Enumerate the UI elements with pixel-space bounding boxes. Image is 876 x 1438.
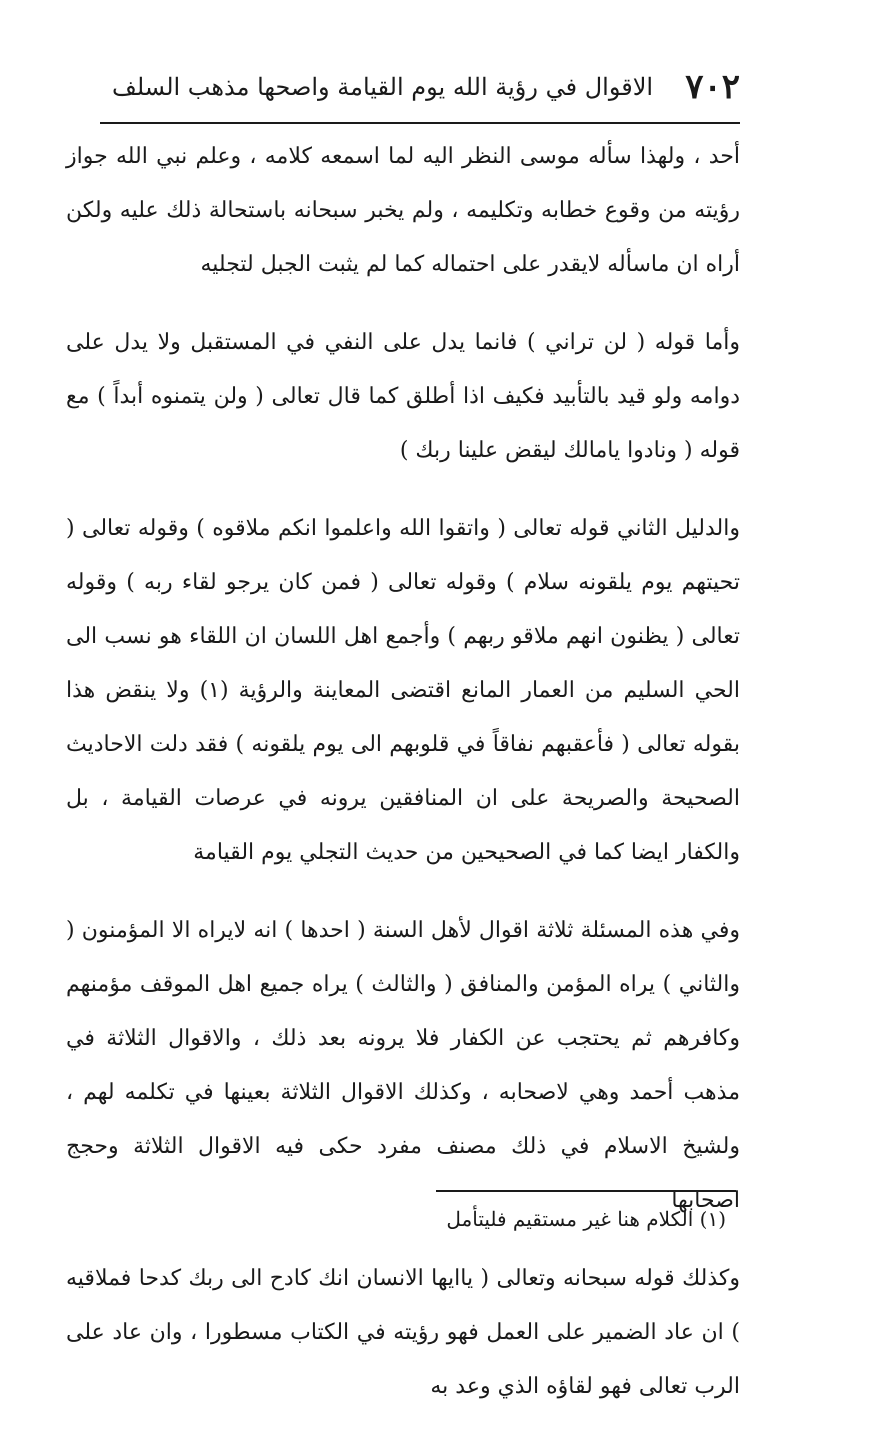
main-text [66, 130, 740, 1438]
page-header [112, 62, 740, 112]
page-number: ٧٠٢ [685, 67, 740, 107]
paragraph: وكذلك قوله سبحانه وتعالى ( ياايها الانسان انك كادح الى ربك كدحا فملاقيه ) ان عاد الضمير على العمل فهو رؤيته في الكتاب مسطورا ، وان عاد على الرب تعالى فهو لقاؤه الذي وعد به [66, 1266, 740, 1399]
paragraph: وأما قوله ( لن تراني ) فانما يدل على النفي في المستقبل ولا يدل على دوامه ولو قيد بالتأبيد فكيف اذا أطلق كما قال تعالى ( ولن يتمنوه أبداً ) مع قوله ( ونادوا يامالك ليقض علينا ربك ) [66, 330, 740, 463]
footnote-rule [436, 1190, 736, 1192]
running-title: الاقوال في رؤية الله يوم القيامة واصحها مذهب السلف [112, 73, 654, 101]
paragraph: والدليل الثاني قوله تعالى ( واتقوا الله واعلموا انكم ملاقوه ) وقوله تعالى ( تحيتهم يوم يلقونه سلام ) وقوله تعالى ( فمن كان يرجو لقاء ربه ) وقوله تعالى ( يظنون انهم ملاقو ربهم ) وأجمع اهل اللسان ان اللقاء هو نسب الى الحي السليم من العمار المانع اقتضى المعاينة والرؤية (١) ولا ينقض هذا بقوله تعالى ( فأعقبهم نفاقاً في قلوبهم الى يوم يلقونه ) فقد دلت الاحاديث الصحيحة والصريحة على ان المنافقين يرونه في عرصات القيامة ، بل والكفار ايضا كما في الصحيحين من حديث التجلي يوم القيامة [66, 516, 740, 865]
header-rule [100, 122, 740, 124]
paragraph: وفي هذه المسئلة ثلاثة اقوال لأهل السنة ( احدها ) انه لايراه الا المؤمنون ( والثاني ) يراه المؤمن والمنافق ( والثالث ) يراه جميع اهل الموقف مؤمنهم وكافرهم ثم يحتجب عن الكفار فلا يرونه بعد ذلك ، والاقوال الثلاثة في مذهب أحمد وهي لاصحابه ، وكذلك الاقوال الثلاثة بعينها في تكلمه لهم ، ولشيخ الاسلام في ذلك مصنف مفرد حكى فيه الاقوال الثلاثة وحجج اصحابها [66, 918, 740, 1213]
paragraph: أحد ، ولهذا سأله موسى النظر اليه لما اسمعه كلامه ، وعلم نبي الله جواز رؤيته من وقوع خطابه وتكليمه ، ولم يخبر سبحانه باستحالة ذلك عليه ولكن أراه ان ماسأله لايقدر على احتماله كما لم يثبت الجبل لتجليه [66, 144, 740, 277]
footnote: (١) الكلام هنا غير مستقيم فليتأمل [446, 1207, 726, 1231]
